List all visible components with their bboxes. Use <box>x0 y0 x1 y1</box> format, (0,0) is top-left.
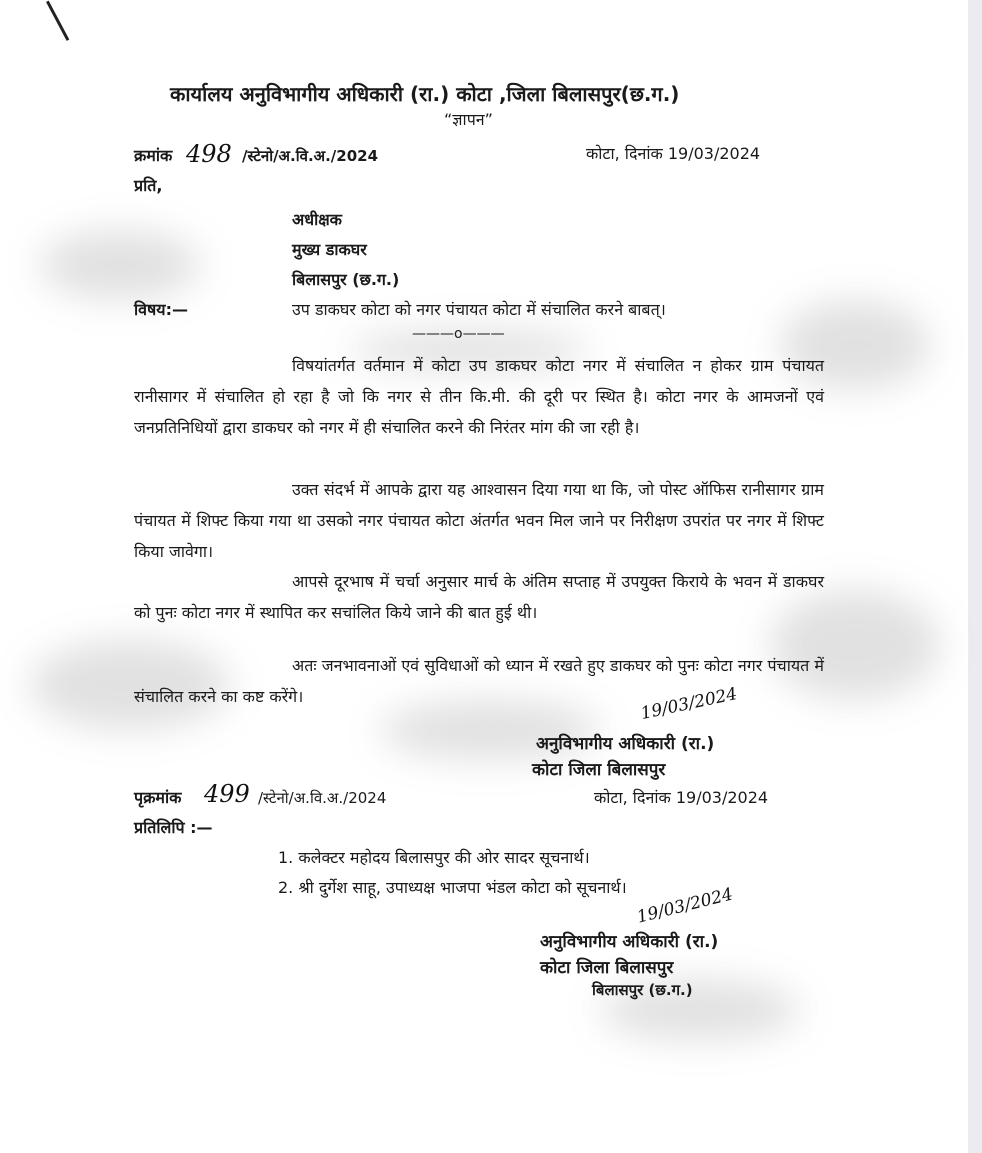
body-paragraph: आपसे दूरभाष में चर्चा अनुसार मार्च के अंतिम सप्ताह में उपयुक्त किराये के भवन में डाकघर को पुनः कोटा नगर में स्थापित कर सचांलित किये जाने की बात हुई थी। <box>134 572 824 622</box>
to-line: अधीक्षक <box>292 210 342 229</box>
memo-place-date: कोटा, दिनांक 19/03/2024 <box>586 144 761 163</box>
copy-to-label: प्रतिलिपि :— <box>134 818 213 837</box>
copy-ref-label: पृक्रमांक <box>134 788 182 807</box>
memo-ref-label: क्रमांक <box>134 146 173 165</box>
viewer-edge <box>968 0 982 1153</box>
signature-1-location: कोटा जिला बिलासपुर <box>532 760 666 780</box>
signature-2-designation: अनुविभागीय अधिकारी (रा.) <box>540 932 719 952</box>
office-title: कार्यालय अनुविभागीय अधिकारी (रा.) कोटा ,जिला बिलासपुर(छ.ग.) <box>170 82 680 106</box>
to-label: प्रति, <box>134 176 163 195</box>
subject-divider: ———o——— <box>412 326 505 342</box>
copy-ref-suffix: /स्टेनो/अ.वि.अ./2024 <box>258 789 387 807</box>
copy-to-item: 1. कलेक्टर महोदय बिलासपुर की ओर सादर सूचनार्थ। <box>278 848 590 867</box>
copy-place-date: कोटा, दिनांक 19/03/2024 <box>594 788 769 807</box>
subject-text: उप डाकघर कोटा को नगर पंचायत कोटा में संचालित करने बाबत्। <box>292 300 666 319</box>
subject-label: विषय:— <box>134 300 188 319</box>
scan-smudge <box>40 230 200 300</box>
signature-2-location: कोटा जिला बिलासपुर <box>540 958 674 978</box>
copy-ref-number: 499 <box>204 780 250 808</box>
signature-1-date: 19/03/2024 <box>638 684 739 724</box>
signature-2-stamp: बिलासपुर (छ.ग.) <box>592 981 693 999</box>
memo-ref-suffix: /स्टेनो/अ.वि.अ./2024 <box>242 147 379 165</box>
to-line: मुख्य डाकघर <box>292 240 367 259</box>
memo-ref-number: 498 <box>186 140 232 168</box>
signature-2-date: 19/03/2024 <box>635 884 735 928</box>
body-paragraph: अतः जनभावनाओं एवं सुविधाओं को ध्यान में रखते हुए डाकघर को पुनः कोटा नगर पंचायत में संचालित करने का कष्ट करेंगे। <box>134 656 824 706</box>
body-paragraph: विषयांतर्गत वर्तमान में कोटा उप डाकघर कोटा नगर में संचालित न होकर ग्राम पंचायत रानीसागर में संचालित हो रहा है जो कि नगर से तीन कि.मी. की दूरी पर स्थित है। कोटा नगर के आमजनों एवं जनप्रतिनिधियों द्वारा डाकघर को नगर में ही संचालित करने की निरंतर मांग की जा रही है। <box>134 356 824 437</box>
signature-1-designation: अनुविभागीय अधिकारी (रा.) <box>536 734 715 754</box>
body-paragraph: उक्त संदर्भ में आपके द्वारा यह आश्वासन दिया गया था कि, जो पोस्ट ऑफिस रानीसागर ग्राम पंचायत में शिफ्ट किया गया था उसको नगर पंचायत कोटा अंतर्गत भवन मिल जाने पर निरीक्षण उपरांत पर नगर में शिफ्ट किया जावेगा। <box>134 480 824 561</box>
to-line: बिलासपुर (छ.ग.) <box>292 270 400 289</box>
scan-mark <box>46 1 69 41</box>
copy-to-item: 2. श्री दुर्गेश साहू, उपाध्यक्ष भाजपा भंडल कोटा को सूचनार्थ। <box>278 878 627 897</box>
document-type: “ज्ञापन” <box>444 110 493 129</box>
